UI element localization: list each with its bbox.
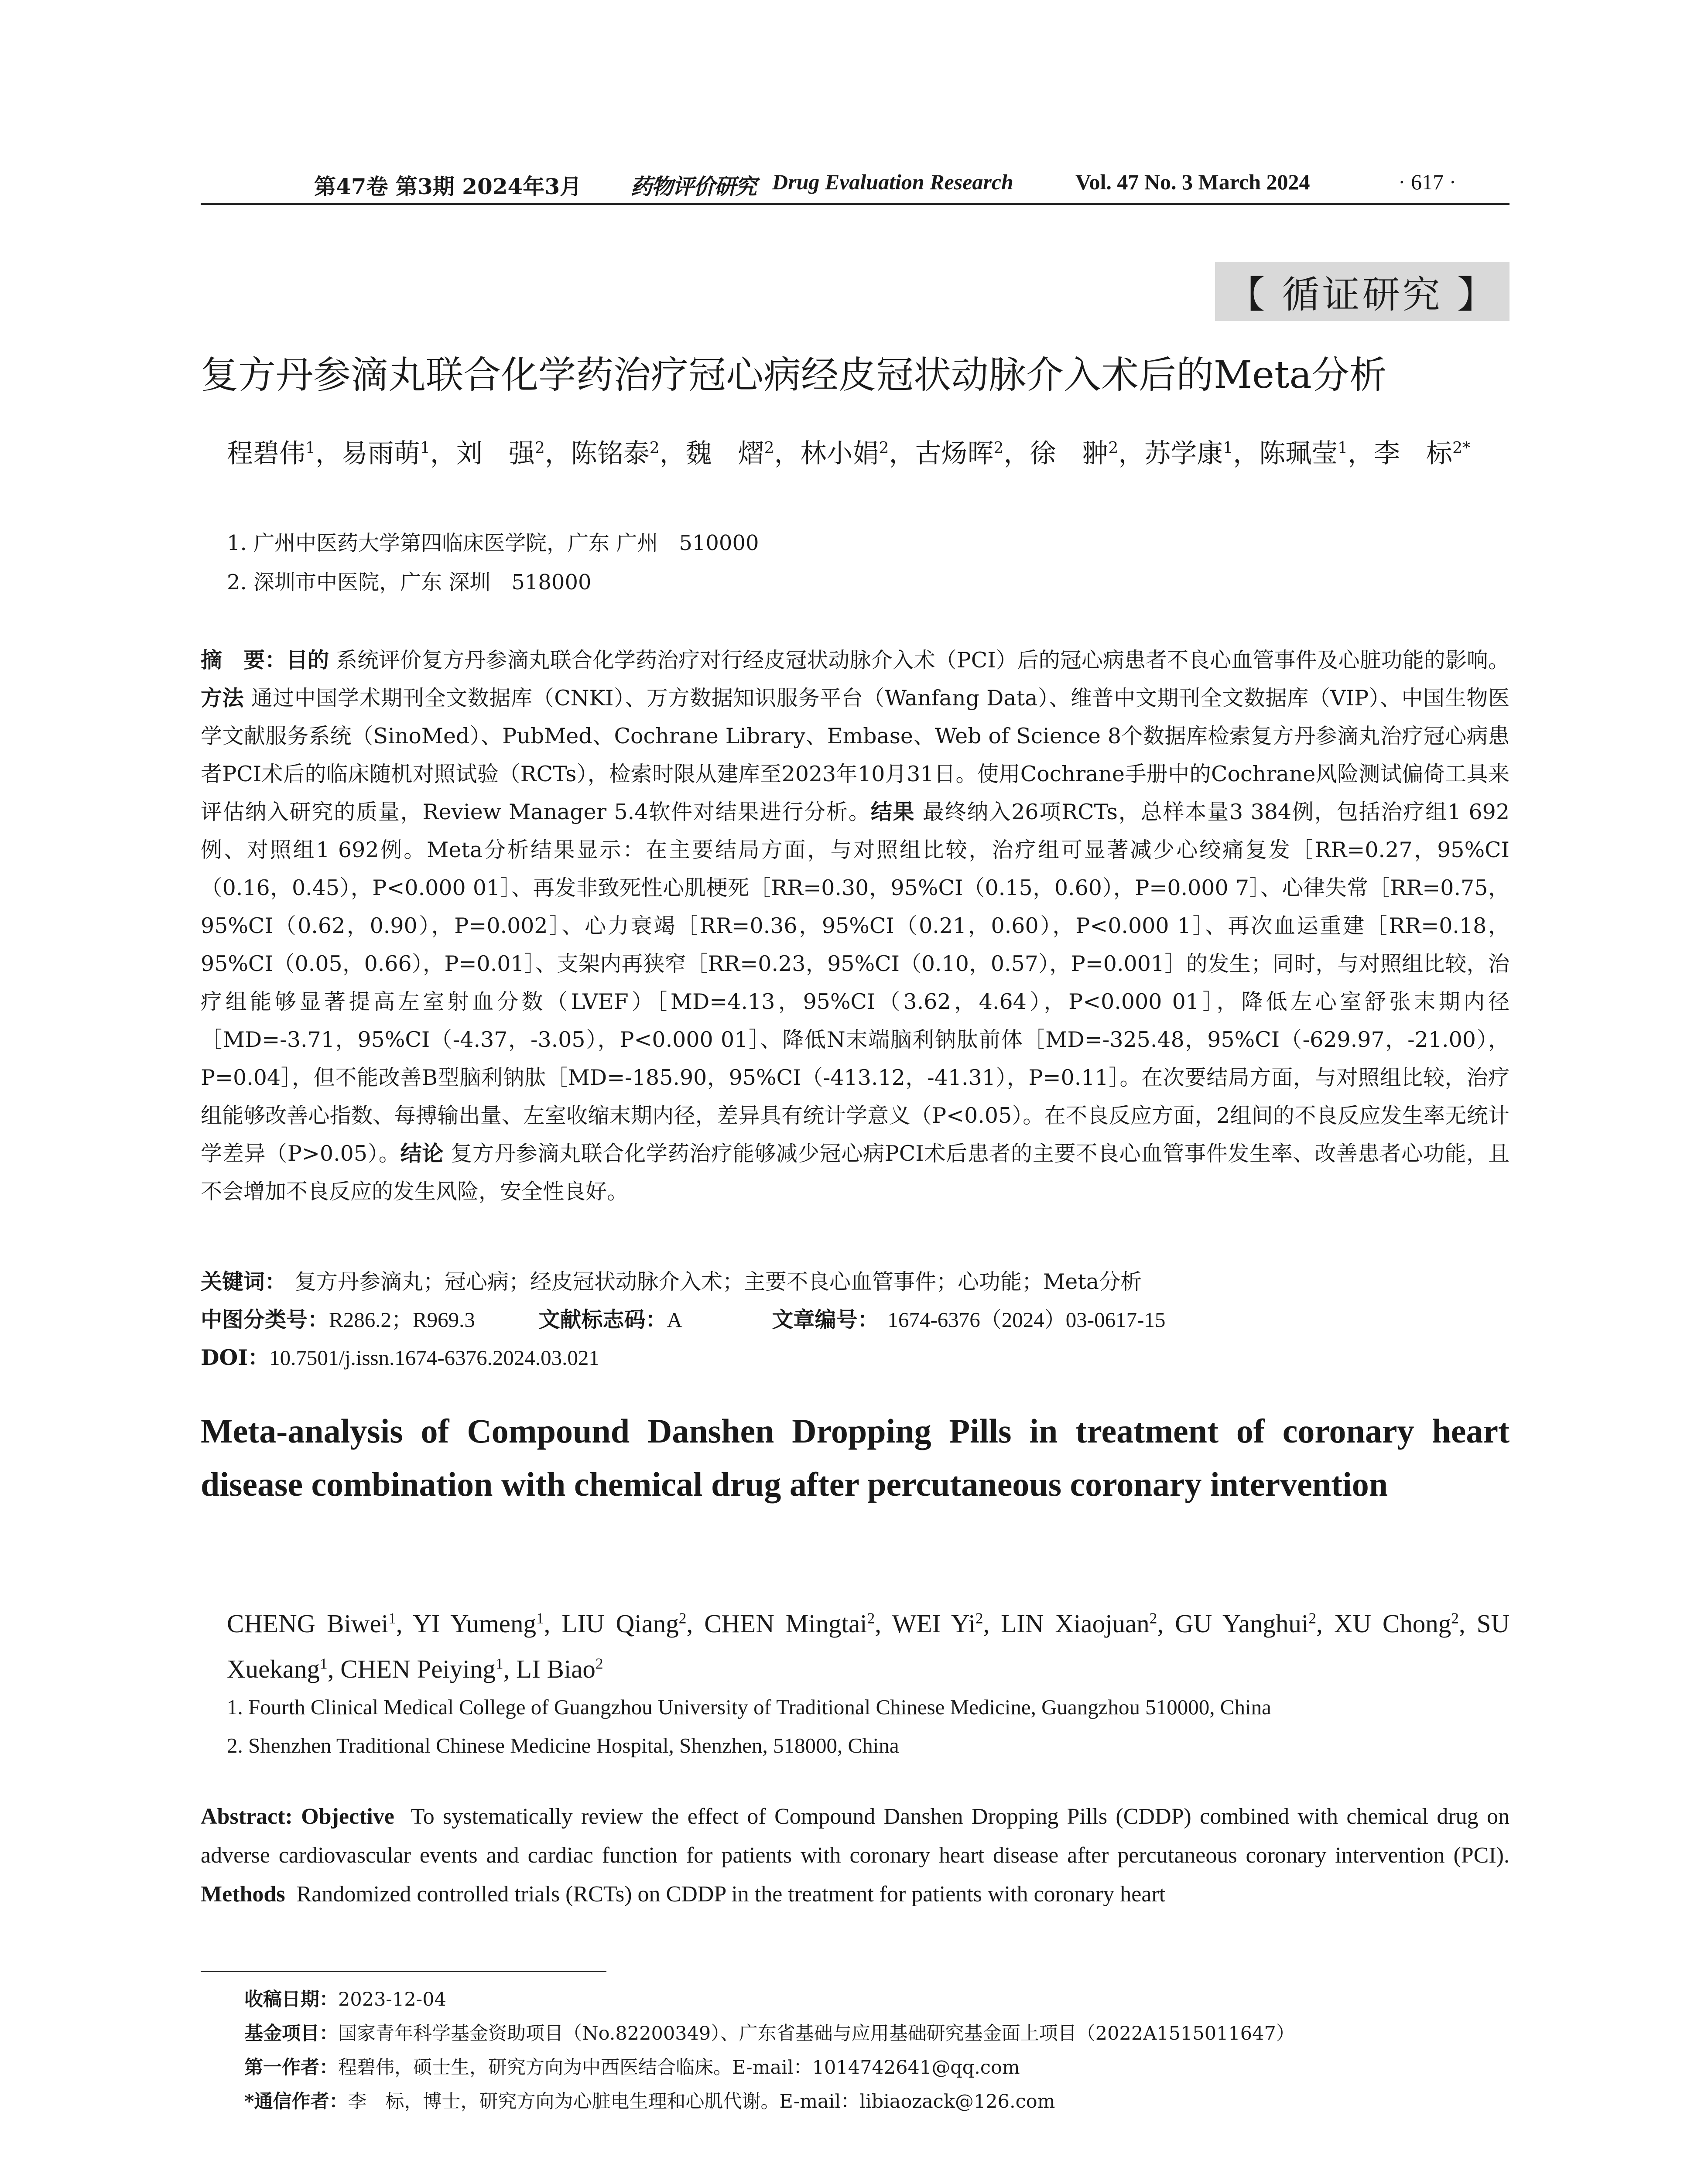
page-number: · 617 · — [1398, 170, 1457, 194]
en-author-name: LIN Xiaojuan — [1001, 1609, 1150, 1638]
section-tag: 【 循证研究 】 — [1215, 262, 1509, 321]
en-methods-label: Methods — [201, 1882, 285, 1907]
cn-author-name: 魏 熠 — [685, 438, 764, 469]
cn-author-affiliation-mark: 2* — [1452, 439, 1470, 457]
en-author — [413, 1609, 544, 1638]
cn-author-name: 刘 强 — [456, 438, 535, 469]
en-author — [340, 1655, 503, 1683]
en-author — [227, 1609, 396, 1638]
journal-logo-cn: 药物评价研究 — [630, 174, 756, 199]
cn-methods-label: 方法 — [201, 685, 244, 711]
en-affiliations — [227, 1688, 1271, 1765]
en-author-affiliation-mark: 2 — [595, 1655, 603, 1672]
cn-author-name: 程碧伟 — [227, 438, 305, 469]
cn-author-affiliation-mark: 2 — [534, 439, 545, 457]
cn-classification-row — [201, 1301, 1509, 1339]
cn-author-name: 陈铭泰 — [571, 438, 650, 469]
corresponding-label: *通信作者： — [244, 2091, 348, 2113]
fund-label: 基金项目： — [244, 2023, 338, 2044]
en-abstract-label: Abstract: — [201, 1804, 293, 1829]
en-objective-label: Objective — [301, 1804, 394, 1829]
en-author-name: LI Biao — [516, 1655, 596, 1683]
header-journal-en: Drug Evaluation Research — [772, 170, 1013, 194]
en-author-name: CHENG Biwei — [227, 1609, 389, 1638]
footnote-rule — [201, 1971, 606, 1972]
en-methods: Randomized controlled trials (RCTs) on CDDP in the treatment for patients with coronary heart — [296, 1882, 1166, 1907]
cn-author-affiliation-mark: 2 — [649, 439, 660, 457]
cn-objective-label: 目的 — [286, 647, 329, 673]
cn-affiliation: 2. 深圳市中医院，广东 深圳 518000 — [227, 570, 592, 595]
en-author-affiliation-mark: 1 — [319, 1655, 328, 1672]
en-author-name: WEI Yi — [892, 1609, 976, 1638]
header-volume-cn: 第47卷 第3期 2024年3月 — [314, 174, 582, 199]
cn-conclusion-label: 结论 — [400, 1141, 444, 1166]
cn-results: 最终纳入26项RCTs，总样本量3 384例，包括治疗组1 692例、对照组1 692例。Meta分析结果显示：在主要结局方面，与对照组比较，治疗组可显著减少心绞痛复发［RR=0.27，95%CI（0.16，0.45），P<0.000 01］、再发非致死性心肌梗死［RR=0.30，95%CI（0.15，0.60），P=0.000 7］、心律失常［RR=0.75，95%CI（0.62，0.90），P=0.002］、心力衰竭［RR=0.36，95%CI（0.21，0.60），P<0.000 1］、再次血运重建［RR=0.18，95%CI（0.05，0.66），P=0.01］、支架内再狭窄［RR=0.23，95%CI（0.10，0.57），P=0.001］的发生；同时，与对照组比较，治疗组能够显著提高左室射血分数（LVEF）［MD=4.13，95%CI（3.62，4.64），P<0.000 01］，降低左心室舒张末期内径［MD=-3.71，95%CI（-4.37，-3.05），P<0.000 01］、降低N末端脑利钠肽前体［MD=-325.48，95%CI（-629.97，-21.00），P=0.04］，但不能改善B型脑利钠肽［MD=-185.90，95%CI（-413.12，-41.31），P=0.11］。在次要结局方面，与对照组比较，治疗组能够改善心指数、每搏输出量、左室收缩末期内径，差异具有统计学意义（P<0.05）。在不良反应方面，2组间的不良反应发生率无统计学差异（P>0.05）。 — [201, 800, 1510, 1166]
en-affiliation: 1. Fourth Clinical Medical College of Guangzhou University of Traditional Chinese Medicine, Guangzhou 510000, China — [227, 1695, 1271, 1719]
en-author — [1334, 1609, 1459, 1638]
first-author-label: 第一作者： — [244, 2057, 338, 2078]
cn-affiliations — [227, 523, 759, 602]
cn-results-label: 结果 — [870, 799, 915, 824]
received-date: 2023-12-04 — [338, 1989, 446, 2010]
cn-author — [801, 438, 889, 469]
en-author-affiliation-mark: 2 — [1308, 1609, 1317, 1627]
cn-author — [342, 438, 430, 469]
cn-author-affiliation-mark: 1 — [305, 439, 315, 457]
article-no-value: 1674-6376（2024）03-0617-15 — [887, 1308, 1166, 1332]
en-author-affiliation-mark: 1 — [536, 1609, 544, 1627]
en-author-name: XU Chong — [1334, 1609, 1451, 1638]
cn-keywords-label: 关键词： — [201, 1269, 287, 1294]
footnotes — [244, 1983, 1509, 2119]
en-objective: To systematically review the effect of Compound Danshen Dropping Pills (CDDP) combined with chemical drug on adverse cardiovascular events and cardiac function for patients with coronary heart disease after percutaneous coronary intervention (PCI). — [201, 1804, 1510, 1868]
cn-author-affiliation-mark: 2 — [764, 439, 774, 457]
en-author-name: CHEN Mingtai — [704, 1609, 867, 1638]
cn-author-name: 徐 翀 — [1030, 438, 1109, 469]
cn-author-name: 林小娟 — [800, 438, 879, 469]
cn-author-affiliation-mark: 2 — [879, 439, 889, 457]
cn-author-name: 李 标 — [1374, 438, 1453, 469]
doc-code-value: A — [667, 1308, 682, 1332]
cn-conclusion: 复方丹参滴丸联合化学药治疗能够减少冠心病PCI术后患者的主要不良心血管事件发生率、改善患者心功能，且不会增加不良反应的发生风险，安全性良好。 — [201, 1141, 1509, 1204]
cn-objective: 系统评价复方丹参滴丸联合化学药治疗对行经皮冠状动脉介入术（PCI）后的冠心病患者不良心血管事件及心脏功能的影响。 — [336, 648, 1509, 673]
en-author-affiliation-mark: 2 — [678, 1609, 687, 1627]
cn-affiliation: 1. 广州中医药大学第四临床医学院，广东 广州 510000 — [227, 531, 759, 555]
en-author-name: CHEN Peiying — [340, 1655, 496, 1683]
received-label: 收稿日期： — [244, 1989, 338, 2010]
en-author-affiliation-mark: 1 — [495, 1655, 503, 1672]
cn-author — [915, 438, 1003, 469]
fund-value: 国家青年科学基金资助项目（No.82200349）、广东省基础与应用基础研究基金面上项目（2022A1515011647） — [338, 2023, 1295, 2044]
cn-author — [1030, 438, 1118, 469]
en-author-affiliation-mark: 2 — [1149, 1609, 1157, 1627]
cn-title: 复方丹参滴丸联合化学药治疗冠心病经皮冠状动脉介入术后的Meta分析 — [201, 353, 1387, 397]
en-author-name: GU Yanghui — [1175, 1609, 1309, 1638]
header-rule — [201, 203, 1509, 205]
cn-author-name: 易雨萌 — [341, 438, 420, 469]
cn-author-affiliation-mark: 1 — [1338, 439, 1348, 457]
cn-abstract — [201, 641, 1509, 1210]
fund-row — [244, 2017, 1509, 2051]
cn-author — [1259, 438, 1348, 469]
cn-metadata — [201, 1263, 1509, 1377]
cn-author — [686, 438, 774, 469]
cn-author — [1144, 438, 1233, 469]
en-author — [892, 1609, 983, 1638]
en-author-affiliation-mark: 1 — [388, 1609, 396, 1627]
cn-abstract-label: 摘 要： — [201, 647, 287, 673]
en-affiliation: 2. Shenzhen Traditional Chinese Medicine Hospital, Shenzhen, 518000, China — [227, 1733, 899, 1757]
en-author — [561, 1609, 686, 1638]
cn-methods: 通过中国学术期刊全文数据库（CNKI）、万方数据知识服务平台（Wanfang Data）、维普中文期刊全文数据库（VIP）、中国生物医学文献服务系统（SinoMed）、PubMed、Cochrane Library、Embase、Web of Science 8个数据库检索复方丹参滴丸治疗冠心病患者PCI术后的临床随机对照试验（RCTs），检索时限从建库至2023年10月31日。使用Cochrane手册中的Cochrane风险测试偏倚工具来评估纳入研究的质量，Review Manager 5.4软件对结果进行分析。 — [201, 686, 1509, 824]
clc-label: 中图分类号： — [201, 1307, 329, 1332]
cn-author-list: 程碧伟$^1$，易雨萌$^1$，刘 强$^2$，陈铭泰$^2$，魏 熠$^2$，林小娟$^2$，古炀晖$^2$，徐 翀$^2$，苏学康$^1$，陈珮莹$^1$，李 标$^{2*}$ — [227, 438, 1470, 469]
running-header — [201, 169, 1509, 200]
en-abstract — [201, 1797, 1509, 1914]
article-no-label: 文章编号： — [772, 1307, 879, 1332]
doi-label: DOI： — [201, 1345, 270, 1370]
cn-author-affiliation-mark: 2 — [1108, 439, 1119, 457]
cn-author-name: 陈珮莹 — [1259, 438, 1338, 469]
cn-author — [571, 438, 660, 469]
en-author-name: SU Xuekang — [227, 1609, 1510, 1683]
cn-author — [1374, 438, 1470, 469]
cn-author-affiliation-mark: 1 — [420, 439, 430, 457]
en-author-name: LIU Qiang — [561, 1609, 679, 1638]
cn-keywords-row — [201, 1263, 1509, 1301]
en-author-affiliation-mark: 2 — [1451, 1609, 1459, 1627]
en-author — [516, 1655, 603, 1683]
cn-keywords: 复方丹参滴丸；冠心病；经皮冠状动脉介入术；主要不良心血管事件；心功能；Meta分析 — [295, 1269, 1142, 1294]
en-author-list: CHENG Biwei$^1$, YI Yumeng$^1$, LIU Qiang$^2$, CHEN Mingtai$^2$, WEI Yi$^2$, LIN Xiaojuan$^2$, GU Yanghui$^2$, XU Chong$^2$, SU Xuekang$^1$, CHEN Peiying$^1$, LI Biao$^2$ — [227, 1609, 1510, 1683]
en-author — [1175, 1609, 1316, 1638]
en-author-affiliation-mark: 2 — [867, 1609, 875, 1627]
first-author-row — [244, 2051, 1509, 2085]
corresponding-author-row — [244, 2085, 1509, 2119]
first-author-value: 程碧伟，硕士生，研究方向为中西医结合临床。E-mail：1014742641@qq.com — [338, 2057, 1020, 2078]
cn-author-name: 苏学康 — [1144, 438, 1223, 469]
doi-row — [201, 1339, 1509, 1377]
corresponding-value: 李 标，博士，研究方向为心脏电生理和心肌代谢。E-mail：libiaozack@126.com — [348, 2091, 1055, 2113]
cn-author-name: 古炀晖 — [915, 438, 994, 469]
en-author-affiliation-mark: 2 — [975, 1609, 983, 1627]
en-author — [704, 1609, 875, 1638]
en-author-name: YI Yumeng — [413, 1609, 536, 1638]
cn-author-affiliation-mark: 2 — [993, 439, 1004, 457]
doi-value: 10.7501/j.issn.1674-6376.2024.03.021 — [269, 1346, 599, 1370]
header-volume-en: Vol. 47 No. 3 March 2024 — [1075, 170, 1310, 194]
received-date-row — [244, 1983, 1509, 2017]
clc-value: R286.2；R969.3 — [329, 1308, 475, 1332]
cn-author — [456, 438, 545, 469]
doc-code-label: 文献标志码： — [538, 1307, 667, 1332]
en-author — [1001, 1609, 1157, 1638]
en-title: Meta-analysis of Compound Danshen Dropping Pills in treatment of coronary heart disease combination with chemical drug after percutaneous coronary intervention — [201, 1412, 1509, 1503]
cn-author-affiliation-mark: 1 — [1223, 439, 1233, 457]
cn-author — [227, 438, 315, 469]
